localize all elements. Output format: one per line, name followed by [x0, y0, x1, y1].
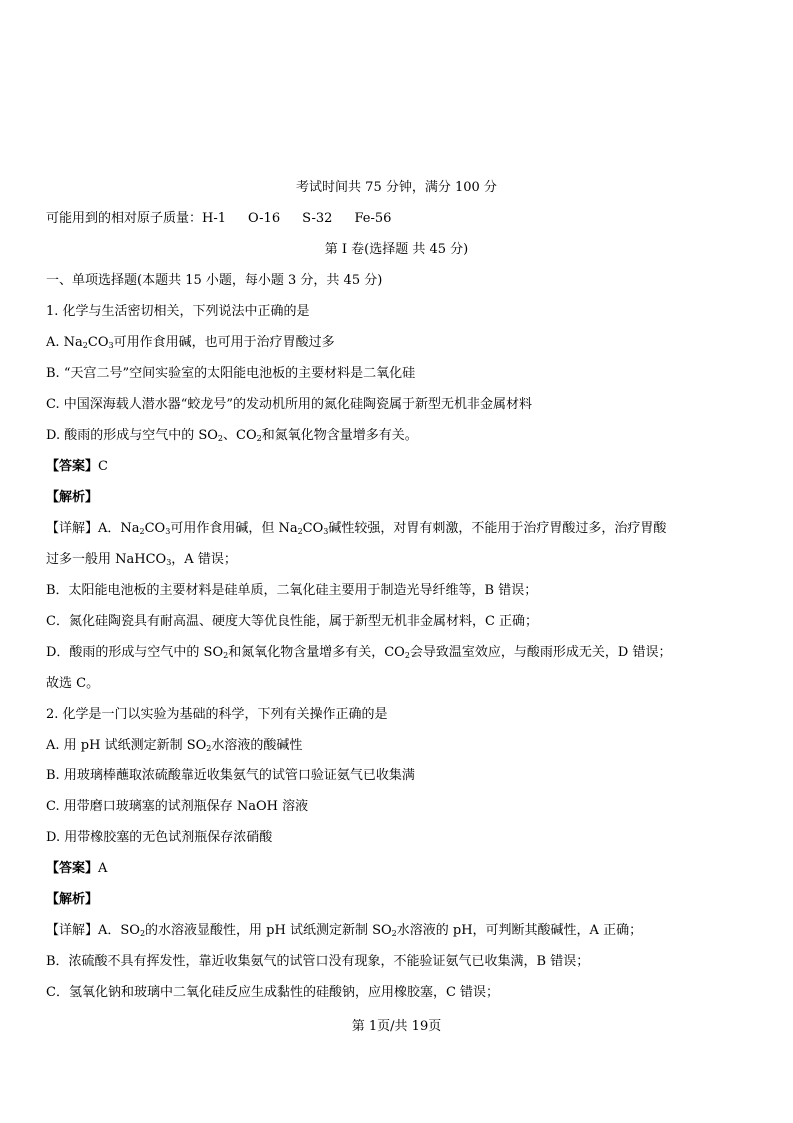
q1-stem: 1. 化学与生活密切相关，下列说法中正确的是 — [46, 304, 310, 319]
q2-detail-text-1: 【详解】A．SO — [46, 923, 140, 938]
q1-option-b: B. “天宫二号”空间实验室的太阳能电池板的主要材料是二氧化硅 — [46, 366, 416, 381]
q1-d-text-2: 、CO — [223, 428, 257, 443]
q1-exp-d-sub-2: 2 — [404, 651, 410, 660]
q1-explain-b: B．太阳能电池板的主要材料是硅单质，二氧化硅主要用于制造光导纤维等，B 错误； — [46, 583, 538, 598]
q1-analysis-label: 【解析】 — [46, 490, 99, 505]
q1-detail-text-2: CO — [144, 521, 166, 536]
q1-explain-d — [46, 645, 671, 661]
q2-explain-b: B．浓硫酸不具有挥发性，靠近收集氨气的试管口没有现象，不能验证氨气已收集满，B 错误； — [46, 954, 590, 969]
q1-detail-line-2 — [46, 552, 237, 568]
q2-explain-c: C．氢氧化钠和玻璃中二氧化硅反应生成黏性的硅酸钠，应用橡胶塞，C 错误； — [46, 985, 500, 1000]
q2-a-sub-1: 2 — [206, 744, 212, 753]
q1-detail-sub-1: 2 — [139, 527, 145, 536]
q1-detail-cont-sub-1: 3 — [166, 558, 172, 567]
atomic-mass-s: S-32 — [302, 211, 333, 226]
q1-a-sub-1: 2 — [82, 341, 88, 350]
q1-a-sub-2: 3 — [108, 341, 114, 350]
q1-a-text-2: CO — [87, 335, 109, 350]
q2-option-a — [46, 738, 302, 754]
q1-a-text-1: A. Na — [46, 335, 83, 350]
q1-option-c: C. 中国深海载人潜水器“蛟龙号”的发动机所用的氮化硅陶瓷属于新型无机非金属材料 — [46, 397, 533, 412]
q1-exp-d-text-1: D．酸雨的形成与空气中的 SO — [46, 645, 224, 660]
exam-time-line: 考试时间共 75 分钟，满分 100 分 — [296, 180, 497, 195]
atomic-mass-line — [46, 211, 391, 227]
q1-conclusion: 故选 C。 — [46, 676, 100, 691]
q2-option-d: D. 用带橡胶塞的无色试剂瓶保存浓硝酸 — [46, 830, 273, 845]
q1-detail-line-1 — [46, 521, 666, 537]
q2-detail-text-2: 的水溶液显酸性，用 pH 试纸测定新制 SO — [145, 923, 392, 938]
q2-detail-sub-2: 2 — [391, 929, 397, 938]
q2-stem: 2. 化学是一门以实验为基础的科学，下列有关操作正确的是 — [46, 707, 388, 722]
q1-d-text-3: 和氮氧化物含量增多有关。 — [261, 428, 418, 443]
q1-detail-sub-4: 3 — [323, 527, 329, 536]
q2-analysis-label: 【解析】 — [46, 892, 99, 907]
q1-option-d — [46, 428, 418, 444]
q2-answer-label: 【答案】 — [46, 861, 99, 876]
q1-a-text-3: 可用作食用碱，也可用于治疗胃酸过多 — [113, 335, 335, 350]
q1-exp-d-text-3: 会导致温室效应，与酸雨形成无关，D 错误； — [409, 645, 672, 660]
q1-detail-text-4: CO — [302, 521, 324, 536]
q1-answer-value: C — [98, 459, 108, 474]
q2-answer-value: A — [98, 861, 108, 876]
page-number: 第 1页/共 19页 — [351, 1019, 442, 1034]
q2-a-text-2: 水溶液的酸碱性 — [211, 738, 303, 753]
q1-detail-text-3: 可用作食用碱，但 Na — [170, 521, 298, 536]
atomic-mass-prefix: 可能用到的相对原子质量： — [46, 211, 203, 226]
q1-option-a — [46, 335, 335, 351]
atomic-mass-fe: Fe-56 — [354, 211, 392, 226]
atomic-mass-o: O-16 — [248, 211, 281, 226]
q1-answer — [46, 459, 108, 475]
q1-exp-d-text-2: 和氮氧化物含量增多有关，CO — [228, 645, 405, 660]
q2-option-b: B. 用玻璃棒蘸取浓硫酸靠近收集氨气的试管口验证氨气已收集满 — [46, 768, 415, 783]
q2-detail-sub-1: 2 — [139, 929, 146, 938]
q1-d-sub-1: 2 — [217, 434, 224, 443]
q1-answer-label: 【答案】 — [46, 459, 99, 474]
q2-option-c: C. 用带磨口玻璃塞的试剂瓶保存 NaOH 溶液 — [46, 799, 309, 814]
q1-detail-sub-2: 3 — [165, 527, 171, 536]
q1-detail-cont-text-2: ，A 错误； — [171, 552, 237, 567]
q1-detail-text-1: 【详解】A．Na — [46, 521, 140, 536]
part-title: 一、单项选择题(本题共 15 小题，每小题 3 分，共 45 分) — [46, 273, 383, 288]
q1-d-text-1: D. 酸雨的形成与空气中的 SO — [46, 428, 218, 443]
atomic-mass-h: H-1 — [202, 211, 227, 226]
q2-answer — [46, 861, 107, 877]
q2-detail-line-1 — [46, 923, 642, 939]
q1-explain-c: C．氮化硅陶瓷具有耐高温、硬度大等优良性能，属于新型无机非金属材料，C 正确； — [46, 614, 539, 629]
q2-a-text-1: A. 用 pH 试纸测定新制 SO — [46, 738, 207, 753]
q1-detail-cont-text-1: 过多一般用 NaHCO — [46, 552, 167, 567]
section-title: 第 I 卷(选择题 共 45 分) — [324, 242, 469, 257]
q1-detail-sub-3: 2 — [297, 527, 303, 536]
q1-detail-text-5: 碱性较强，对胃有刺激，不能用于治疗胃酸过多，治疗胃酸 — [328, 521, 667, 536]
q1-exp-d-sub-1: 2 — [223, 651, 229, 660]
q2-detail-text-3: 水溶液的 pH，可判断其酸碱性，A 正确； — [396, 923, 643, 938]
q1-d-sub-2: 2 — [256, 434, 262, 443]
